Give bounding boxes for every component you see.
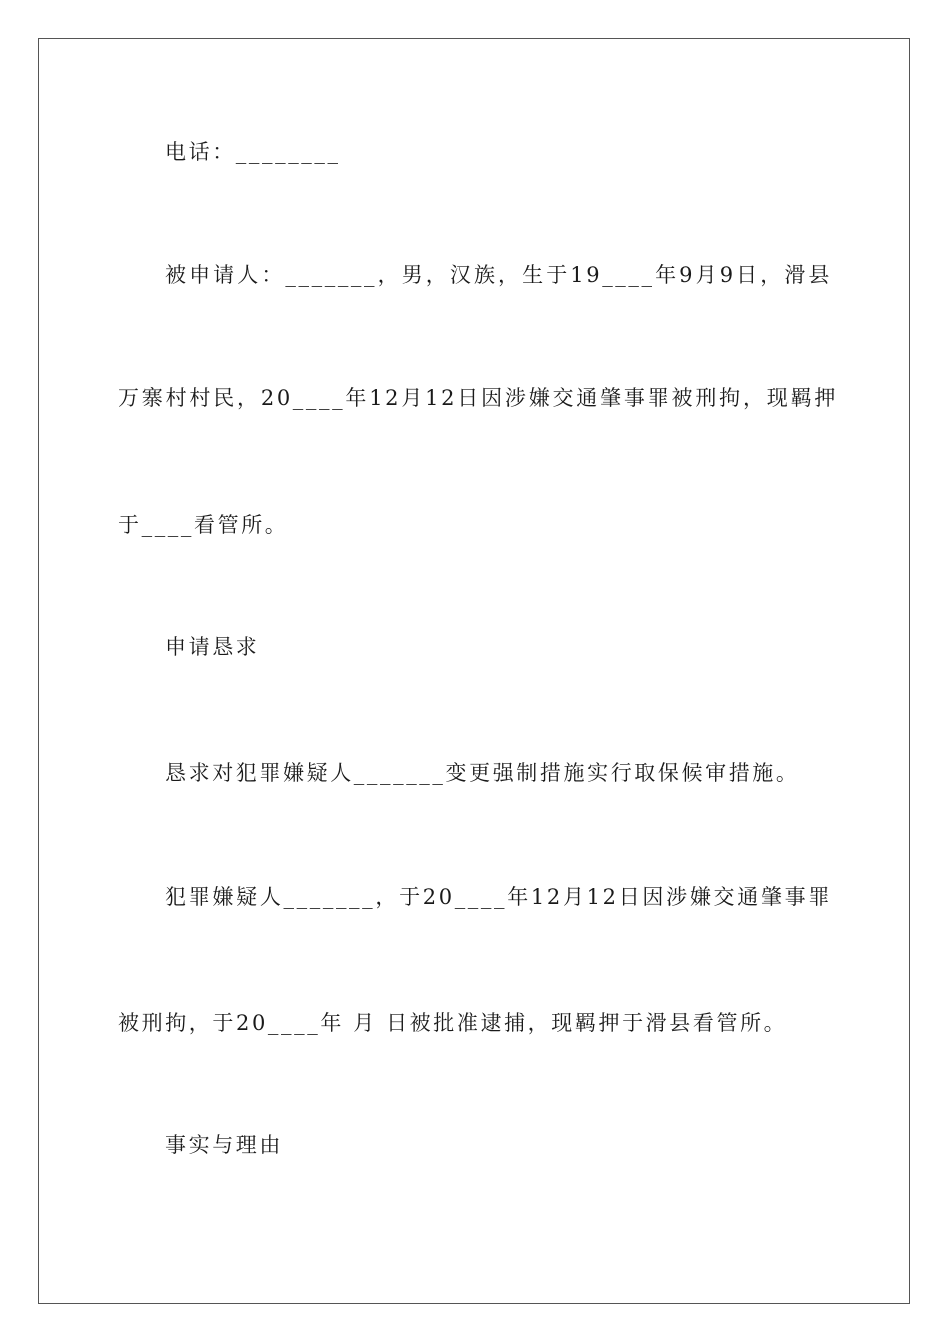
page-border bbox=[38, 38, 910, 1304]
respondent-line-1: 被申请人：_______，男，汉族，生于19____年9月9日，滑县 bbox=[165, 263, 832, 287]
request-paragraph: 恳求对犯罪嫌疑人_______变更强制措施实行取保候审措施。 bbox=[165, 761, 800, 785]
section-heading-request: 申请恳求 bbox=[165, 635, 260, 659]
respondent-line-3: 于____看管所。 bbox=[118, 513, 289, 537]
section-heading-facts: 事实与理由 bbox=[165, 1133, 283, 1157]
suspect-line-2: 被刑拘，于20____年 月 日被批准逮捕，现羁押于滑县看管所。 bbox=[118, 1011, 788, 1035]
respondent-line-2: 万寨村村民，20____年12月12日因涉嫌交通肇事罪被刑拘，现羁押 bbox=[118, 386, 838, 410]
suspect-line-1: 犯罪嫌疑人_______，于20____年12月12日因涉嫌交通肇事罪 bbox=[165, 885, 832, 909]
phone-line: 电话：________ bbox=[165, 140, 341, 164]
